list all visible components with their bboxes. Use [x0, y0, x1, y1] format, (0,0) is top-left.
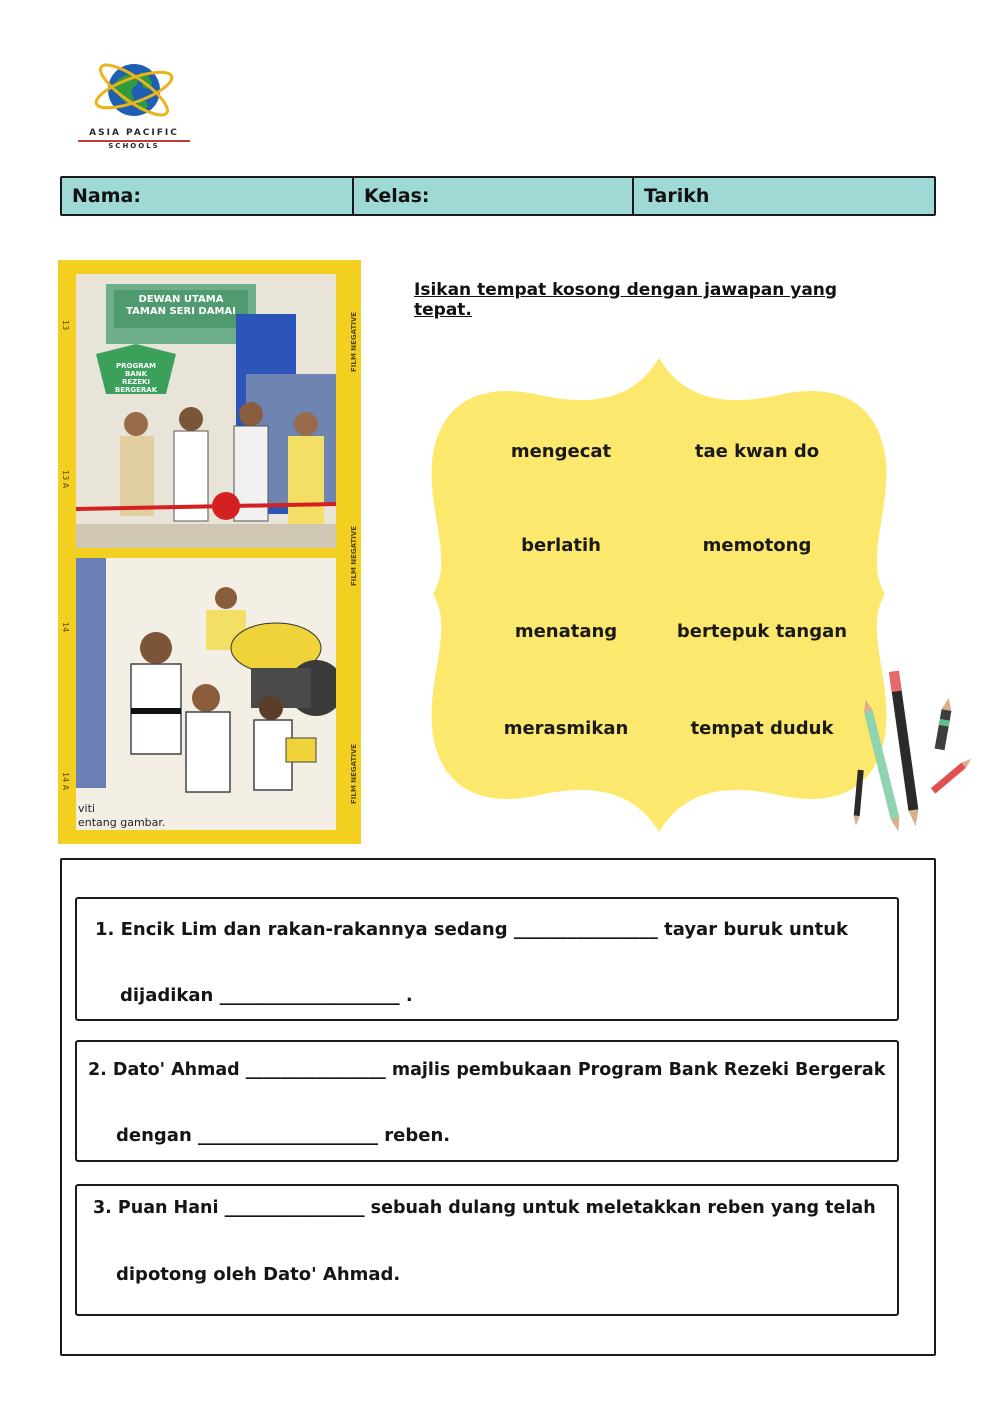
bottom-film-frame: [76, 558, 336, 830]
name-field[interactable]: [62, 178, 352, 214]
film-strip-picture: [58, 260, 361, 844]
pencils-icon: [850, 660, 980, 840]
question-2-line-1: 2. Dato' Ahmad ________________ majlis pembukaan Program Bank Rezeki Bergerak: [88, 1060, 886, 1080]
picture-caption-line1: viti: [78, 802, 95, 815]
film-label-middle: FILM NEGATIVE: [350, 525, 358, 586]
question-3-line-2: dipotong oleh Dato' Ahmad.: [116, 1264, 401, 1285]
instruction-text: Isikan tempat kosong dengan jawapan yang tepat.: [414, 280, 838, 320]
film-label-bottom: FILM NEGATIVE: [350, 743, 358, 804]
banner-line4: BERGERAK: [114, 386, 158, 394]
film-number: 13: [61, 320, 70, 331]
banner-line3: REZEKI: [121, 378, 151, 386]
class-field[interactable]: [352, 178, 632, 214]
banner-line1: PROGRAM: [116, 362, 156, 370]
word-option: tae kwan do: [694, 441, 820, 462]
date-label: Tarikh: [644, 185, 710, 207]
program-banner: [104, 362, 168, 394]
question-1-line-2: dijadikan ____________________ .: [120, 985, 413, 1006]
word-option: tempat duduk: [690, 718, 834, 739]
class-label: Kelas:: [364, 185, 430, 207]
logo-subtitle: SCHOOLS: [108, 142, 160, 150]
film-number: 14 A: [61, 772, 70, 791]
word-option: merasmikan: [503, 718, 629, 739]
name-label: Nama:: [72, 185, 141, 207]
film-number: 14: [61, 622, 70, 633]
student-info-bar: [60, 176, 936, 216]
taekwondo-practice-illustration: [76, 558, 336, 830]
word-bank-background: [423, 358, 895, 832]
word-option: mengecat: [510, 441, 612, 462]
word-option: memotong: [702, 535, 812, 556]
globe-with-orbits-icon: [92, 52, 176, 128]
film-label-top: FILM NEGATIVE: [350, 311, 358, 372]
school-logo: [72, 52, 202, 157]
word-bank: [423, 358, 895, 832]
word-option: menatang: [514, 621, 618, 642]
date-field[interactable]: [632, 178, 933, 214]
question-2-line-2: dengan ____________________ reben.: [116, 1125, 451, 1146]
word-option: berlatih: [521, 535, 601, 556]
film-number: 13 A: [61, 470, 70, 489]
hall-sign-line2: TAMAN SERI DAMAI: [126, 306, 236, 317]
hall-sign: [116, 294, 246, 318]
picture-caption-line2: entang gambar.: [78, 816, 166, 829]
hall-sign-line1: DEWAN UTAMA: [138, 294, 224, 305]
logo-name: ASIA PACIFIC: [89, 128, 179, 138]
question-1-line-1: 1. Encik Lim dan rakan-rakannya sedang ________________ tayar buruk untuk: [95, 919, 848, 940]
top-film-frame: [76, 274, 336, 548]
word-option: bertepuk tangan: [676, 621, 848, 642]
question-3-line-1: 3. Puan Hani ________________ sebuah dulang untuk meletakkan reben yang telah: [93, 1198, 876, 1218]
banner-line2: BANK: [124, 370, 148, 378]
